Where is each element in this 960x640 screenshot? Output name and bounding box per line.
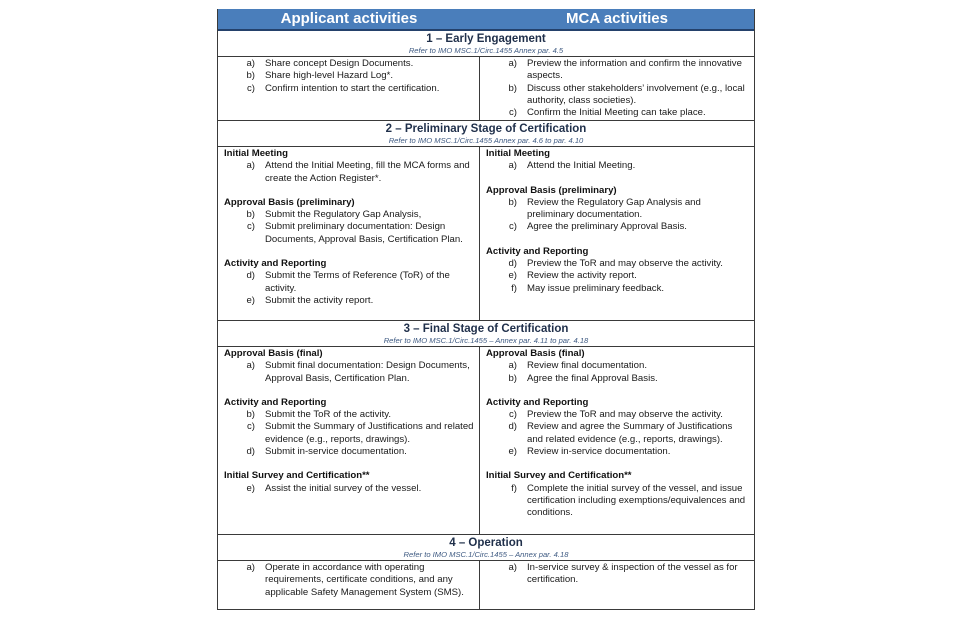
list-item-marker: b) <box>508 196 517 208</box>
list-item-marker: a) <box>508 160 517 172</box>
group-heading: Activity and Reporting <box>486 396 589 408</box>
list-item <box>486 258 750 270</box>
stage-2-preliminary <box>218 121 754 321</box>
group-heading: Activity and Reporting <box>486 245 589 257</box>
list-item-marker: e) <box>508 446 517 458</box>
list-item <box>486 197 750 222</box>
stage-reference: Refer to IMO MSC.1/Circ.1455 – Annex par. 4.18 <box>403 550 569 559</box>
mca-column <box>480 561 754 609</box>
group-heading: Approval Basis (preliminary) <box>486 184 617 196</box>
stage-title-row <box>218 31 754 57</box>
list-item <box>486 421 750 446</box>
list-item <box>486 107 750 119</box>
list-item <box>224 70 475 82</box>
list-item-text: Share high-level Hazard Log*. <box>265 70 393 82</box>
list-item-text: Submit the ToR of the activity. <box>265 409 392 421</box>
list-item-text: Operate in accordance with operating requirements, certificate conditions, and any applicable Safety Management System (SMS). <box>265 562 464 598</box>
list-item-text: Review the activity report. <box>527 270 637 282</box>
list-item-marker: a) <box>246 360 255 372</box>
stage-reference: Refer to IMO MSC.1/Circ.1455 – Annex par. 4.11 to par. 4.18 <box>383 336 589 345</box>
stage-title-row <box>218 321 754 347</box>
group-heading: Approval Basis (final) <box>224 348 323 359</box>
list-item <box>486 283 750 295</box>
list-item-text: Submit final documentation: Design Documents, Approval Basis, Certification Plan. <box>265 360 470 384</box>
group-heading: Initial Meeting <box>486 148 550 159</box>
list-item-text: Review the Regulatory Gap Analysis and preliminary documentation. <box>527 196 701 221</box>
list-item-marker: d) <box>508 258 517 270</box>
list-item-marker: b) <box>508 82 517 94</box>
list-item <box>486 270 750 282</box>
stage-title: 3 – Final Stage of Certification <box>403 323 569 335</box>
list-item <box>224 270 475 295</box>
list-item-marker: c) <box>509 221 517 233</box>
list-item-marker: a) <box>508 562 517 573</box>
list-item-marker: a) <box>508 360 517 372</box>
list-item-marker: f) <box>511 282 517 294</box>
stage-title-row <box>218 535 754 561</box>
list-item-text: Discuss other stakeholders’ involvement (e.g., local authority, class societies). <box>527 82 745 106</box>
group-heading: Activity and Reporting <box>224 258 327 270</box>
list-item-marker: c) <box>509 107 517 119</box>
applicant-activities-heading: Applicant activities <box>280 10 418 27</box>
mca-column <box>480 347 754 534</box>
list-item <box>224 83 475 95</box>
list-item <box>486 373 750 385</box>
list-item-text: Preview the information and confirm the innovative aspects. <box>527 58 742 82</box>
list-item-marker: f) <box>511 482 517 494</box>
list-item-text: In-service survey & inspection of the vessel as for certification. <box>527 562 738 586</box>
list-item-marker: d) <box>508 421 517 433</box>
list-item-marker: e) <box>246 482 255 494</box>
table-header <box>218 9 754 31</box>
list-item <box>486 83 750 108</box>
stage-title: 1 – Early Engagement <box>426 33 546 45</box>
list-item-text: Review and agree the Summary of Justifications and related evidence (e.g., reports, drawings). <box>527 421 733 445</box>
list-item-marker: e) <box>246 294 255 306</box>
stage-3-final <box>218 321 754 535</box>
list-item-marker: a) <box>246 562 255 573</box>
applicant-column <box>218 57 480 120</box>
activity-group <box>486 470 750 519</box>
list-item <box>486 562 750 587</box>
activity-group <box>486 148 750 173</box>
list-item-text: Share concept Design Documents. <box>265 58 414 69</box>
list-item <box>224 483 475 495</box>
list-item-marker: e) <box>508 270 517 282</box>
list-item-text: Review final documentation. <box>527 360 647 372</box>
group-heading: Activity and Reporting <box>224 396 327 408</box>
list-item-marker: d) <box>246 270 255 282</box>
activity-group <box>486 397 750 458</box>
group-heading: Initial Meeting <box>224 148 288 159</box>
list-item-text: May issue preliminary feedback. <box>527 282 665 294</box>
list-item <box>224 409 475 421</box>
list-item-marker: d) <box>246 446 255 458</box>
stage-title: 2 – Preliminary Stage of Certification <box>385 123 587 135</box>
list-item <box>224 58 475 70</box>
list-item <box>224 295 475 307</box>
list-item-marker: b) <box>246 70 255 82</box>
list-item <box>224 221 475 246</box>
mca-column <box>480 57 754 120</box>
list-item-text: Agree the preliminary Approval Basis. <box>527 221 687 233</box>
list-item <box>224 160 475 185</box>
list-item-text: Submit in-service documentation. <box>265 446 407 458</box>
activity-group <box>224 470 475 495</box>
list-item <box>224 562 475 599</box>
list-item <box>224 421 475 446</box>
list-item <box>486 409 750 421</box>
list-item <box>224 209 475 221</box>
list-item-marker: c) <box>509 409 517 421</box>
list-item-marker: b) <box>246 209 255 221</box>
list-item-text: Complete the initial survey of the vessel, and issue certification including exemptions/equivalences and conditions. <box>527 482 746 519</box>
activity-group <box>224 197 475 246</box>
activity-group <box>486 185 750 234</box>
list-item-text: Preview the ToR and may observe the activity. <box>527 258 723 270</box>
group-heading: Approval Basis (final) <box>486 348 585 359</box>
list-item-marker: a) <box>246 58 255 69</box>
list-item-text: Submit the Regulatory Gap Analysis, <box>265 209 422 221</box>
list-item <box>486 360 750 372</box>
stage-4-operation <box>218 535 754 610</box>
list-item <box>486 221 750 233</box>
list-item <box>486 160 750 172</box>
activity-group <box>224 58 475 95</box>
list-item-text: Attend the Initial Meeting. <box>527 160 636 172</box>
list-item-marker: c) <box>247 221 255 233</box>
list-item-text: Submit the Terms of Reference (ToR) of the activity. <box>265 270 450 294</box>
list-item-marker: c) <box>247 421 255 433</box>
list-item-text: Preview the ToR and may observe the activity. <box>527 409 723 421</box>
group-heading: Initial Survey and Certification** <box>224 470 370 482</box>
activity-group <box>224 348 475 385</box>
list-item <box>224 360 475 385</box>
list-item-text: Submit preliminary documentation: Design Documents, Approval Basis, Certification Plan. <box>265 221 463 245</box>
list-item-text: Attend the Initial Meeting, fill the MCA forms and create the Action Register*. <box>265 160 470 184</box>
list-item <box>486 58 750 83</box>
applicant-column <box>218 561 480 609</box>
activity-group <box>224 397 475 458</box>
list-item-text: Submit the activity report. <box>265 294 374 306</box>
list-item <box>486 483 750 520</box>
list-item-text: Submit the Summary of Justifications and related evidence (e.g., reports, drawings). <box>265 421 474 445</box>
list-item <box>224 446 475 458</box>
list-item <box>486 446 750 458</box>
applicant-column <box>218 147 480 320</box>
list-item-marker: a) <box>246 160 255 172</box>
list-item-marker: b) <box>508 372 517 384</box>
activity-group <box>224 258 475 307</box>
group-heading: Approval Basis (preliminary) <box>224 196 355 208</box>
list-item-text: Confirm intention to start the certification. <box>265 82 440 94</box>
list-item-text: Confirm the Initial Meeting can take place. <box>527 107 706 119</box>
list-item-text: Review in-service documentation. <box>527 446 671 458</box>
list-item-text: Assist the initial survey of the vessel. <box>265 482 422 494</box>
certification-activities-table <box>217 9 755 610</box>
stage-title: 4 – Operation <box>449 537 523 549</box>
activity-group <box>486 348 750 385</box>
activity-group <box>486 58 750 119</box>
stage-reference: Refer to IMO MSC.1/Circ.1455 Annex par. 4.6 to par. 4.10 <box>388 136 584 145</box>
list-item-marker: c) <box>247 82 255 94</box>
list-item-marker: a) <box>508 58 517 69</box>
mca-column <box>480 147 754 320</box>
applicant-column <box>218 347 480 534</box>
activity-group <box>486 246 750 295</box>
activity-group <box>224 562 475 599</box>
activity-group <box>224 148 475 185</box>
group-heading: Initial Survey and Certification** <box>486 470 632 482</box>
list-item-marker: b) <box>246 409 255 421</box>
list-item-text: Agree the final Approval Basis. <box>527 372 658 384</box>
stage-title-row <box>218 121 754 147</box>
stage-1-early-engagement <box>218 31 754 121</box>
stage-reference: Refer to IMO MSC.1/Circ.1455 Annex par. 4.5 <box>408 46 564 55</box>
activity-group <box>486 562 750 587</box>
mca-activities-heading: MCA activities <box>566 10 668 27</box>
